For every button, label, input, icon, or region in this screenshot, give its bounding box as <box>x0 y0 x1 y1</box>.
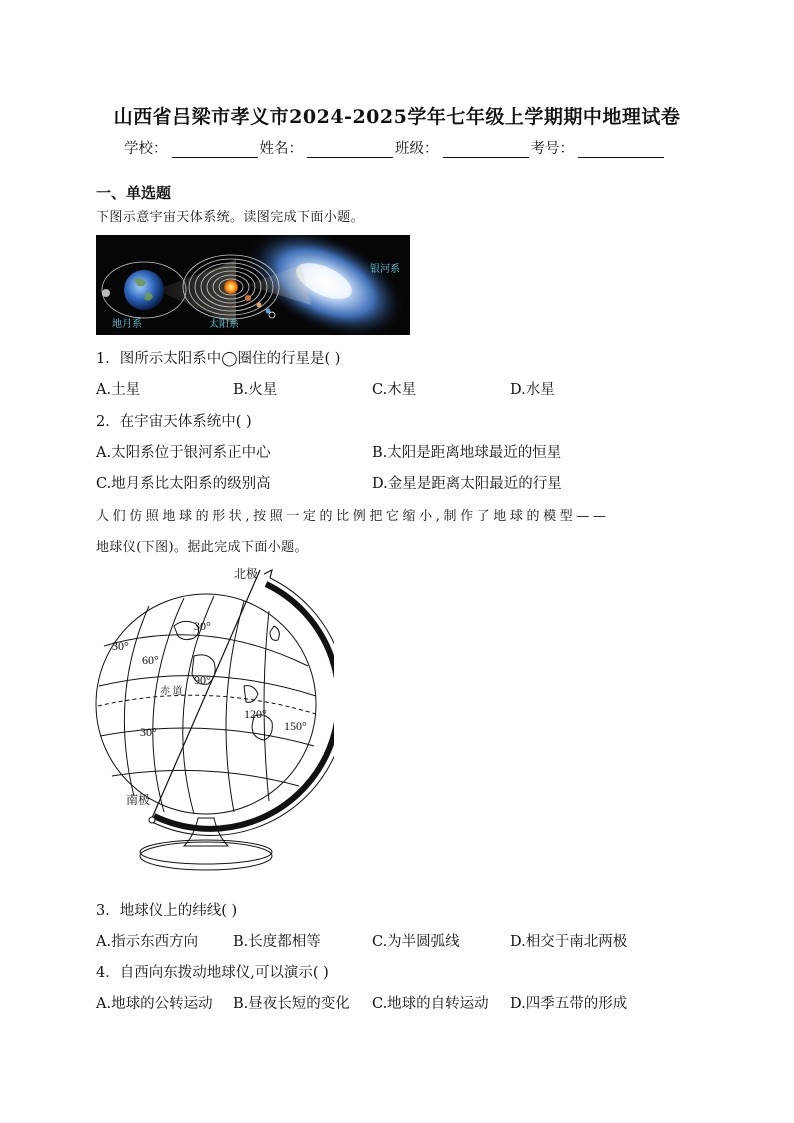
south-pole-label: 南极 <box>126 793 151 807</box>
solar-system-label: 太阳系 <box>209 319 239 330</box>
moon-icon <box>102 289 110 297</box>
earth-moon-label: 地月系 <box>112 319 142 330</box>
q2-option-c[interactable]: C.地月系比太阳系的级别高 <box>96 476 271 492</box>
latitude-30-bottom-label: 30° <box>140 725 157 739</box>
q2-option-a[interactable]: A.太阳系位于银河系正中心 <box>96 445 271 461</box>
name-blank[interactable] <box>307 141 393 158</box>
question-1: 1．图所示太阳系中◯圈住的行星是( ) <box>96 351 341 367</box>
q2-option-b[interactable]: B.太阳是距离地球最近的恒星 <box>372 445 562 461</box>
north-pole-label: 北极 <box>234 567 259 581</box>
q4-option-d[interactable]: D.四季五带的形成 <box>510 996 628 1012</box>
q3-option-a[interactable]: A.指示东西方向 <box>96 934 199 950</box>
name-label: 姓名： <box>259 141 303 157</box>
q4-option-b[interactable]: B.昼夜长短的变化 <box>233 996 350 1012</box>
question-4: 4．自西向东拨动地球仪,可以演示( ) <box>96 965 329 981</box>
class-label: 班级： <box>395 141 439 157</box>
latitude-30-left-label: 30° <box>112 639 129 653</box>
q4-option-a[interactable]: A.地球的公转运动 <box>96 996 213 1012</box>
school-label: 学校： <box>124 141 168 157</box>
sun-icon <box>224 280 238 294</box>
intro-text-2-line1: 人们仿照地球的形状,按照一定的比例把它缩小,制作了地球的模型—— <box>96 509 610 524</box>
earth-icon <box>124 270 164 310</box>
q2-option-d[interactable]: D.金星是距离太阳最近的行星 <box>372 476 562 492</box>
exam-number-blank[interactable] <box>578 141 664 158</box>
q1-option-b[interactable]: B.火星 <box>233 382 278 398</box>
latitude-30-top-label: 30° <box>194 619 211 633</box>
q1-option-c[interactable]: C.木星 <box>372 382 417 398</box>
longitude-150-label: 150° <box>284 719 307 733</box>
class-blank[interactable] <box>443 141 529 158</box>
q3-option-b[interactable]: B.长度都相等 <box>233 934 321 950</box>
globe-figure <box>94 566 334 890</box>
student-info-row <box>124 137 666 158</box>
q3-option-c[interactable]: C.为半圆弧线 <box>372 934 460 950</box>
galaxy-label: 银河系 <box>370 264 400 275</box>
q4-option-c[interactable]: C.地球的自转运动 <box>372 996 489 1012</box>
equator-label: 赤 道 <box>160 686 183 697</box>
question-3: 3．地球仪上的纬线( ) <box>96 903 238 919</box>
exam-number-label: 考号： <box>530 141 574 157</box>
q3-option-d[interactable]: D.相交于南北两极 <box>510 934 628 950</box>
section-title: 一、单选题 <box>96 184 172 202</box>
longitude-60-label: 60° <box>142 653 159 667</box>
cosmic-system-figure <box>96 235 410 335</box>
intro-text-1: 下图示意宇宙天体系统。读图完成下面小题。 <box>96 210 365 225</box>
q1-option-d[interactable]: D.水星 <box>510 382 555 398</box>
longitude-120-label: 120° <box>244 707 267 721</box>
longitude-90-label: 90° <box>194 673 211 687</box>
school-blank[interactable] <box>172 141 258 158</box>
page-title: 山西省吕梁市孝义市2024-2025学年七年级上学期期中地理试卷 <box>113 106 681 128</box>
intro-text-2-line2: 地球仪(下图)。据此完成下面小题。 <box>96 540 308 555</box>
question-2: 2．在宇宙天体系统中( ) <box>96 414 252 430</box>
q1-option-a[interactable]: A.土星 <box>96 382 141 398</box>
